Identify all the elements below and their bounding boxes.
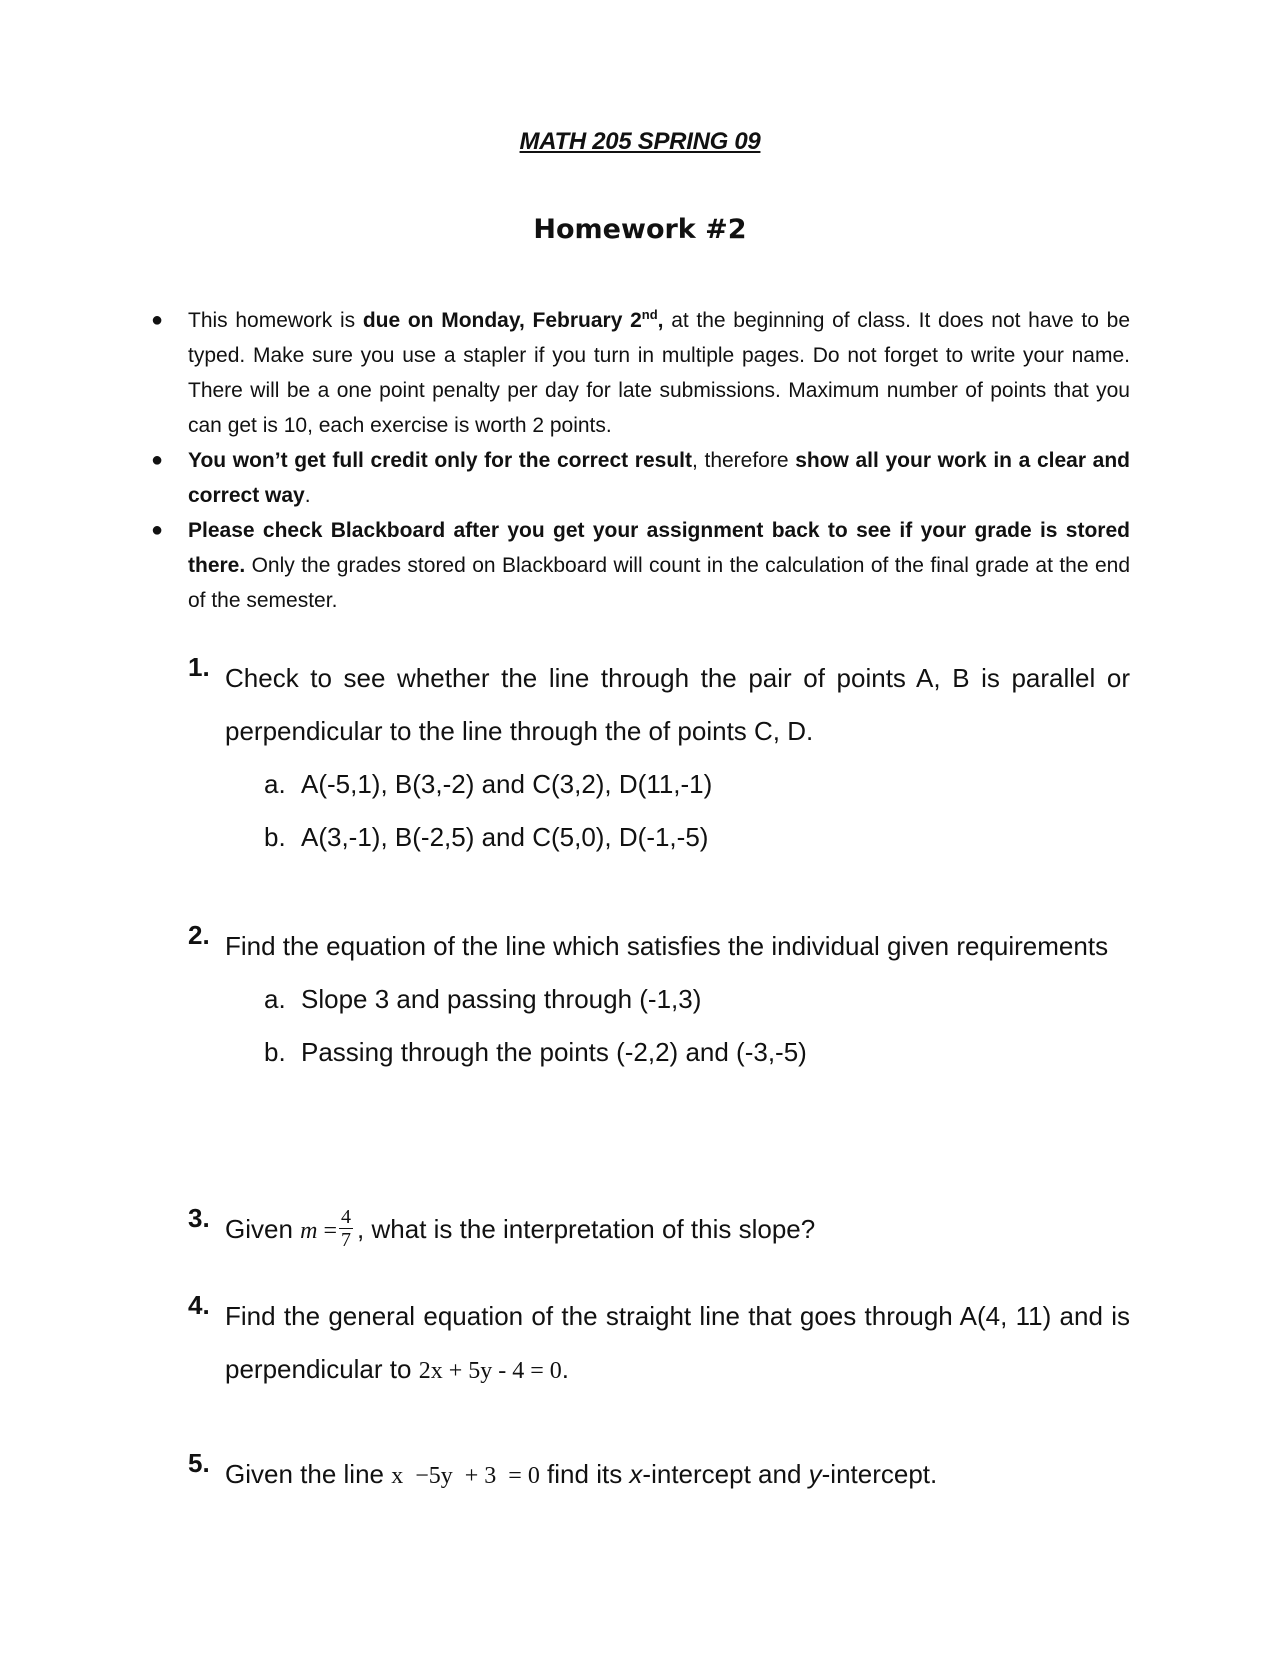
part-text: A(-5,1), B(3,-2) and C(3,2), D(11,-1)	[301, 769, 713, 799]
problem-5	[188, 1448, 1130, 1503]
problem-text-post: , what is the interpretation of this slope?	[357, 1214, 816, 1244]
instruction-item	[151, 513, 1130, 618]
bullet-icon: ●	[151, 449, 164, 471]
due-date: due on Monday, February 2	[362, 309, 642, 332]
instruction-item	[151, 443, 1130, 513]
problem-number: 3.	[188, 1203, 210, 1233]
instruction-text: , therefore	[692, 449, 796, 472]
line-equation: 2x + 5y - 4 = 0	[418, 1358, 562, 1384]
x-variable: x	[629, 1459, 643, 1489]
instruction-item	[151, 303, 1130, 443]
part-letter: b.	[264, 1037, 286, 1067]
part-letter: a.	[264, 984, 286, 1014]
slope-fraction	[339, 1206, 353, 1251]
problem-text: Check to see whether the line through the pair of points A, B is parallel or perpendicular to the line through the of points C, D.	[225, 663, 1130, 746]
part-letter: a.	[264, 769, 286, 799]
problem-number: 4.	[188, 1290, 210, 1320]
part-text: Slope 3 and passing through (-1,3)	[301, 984, 702, 1014]
problem-part	[264, 811, 1130, 864]
problem-part	[264, 758, 1130, 811]
bullet-icon: ●	[151, 309, 164, 331]
problem-4	[188, 1290, 1130, 1398]
problem-part	[264, 973, 1130, 1026]
due-date-comma: ,	[657, 309, 664, 332]
instruction-text: at the beginning of class. It does not have to be typed. Make sure you use a stapler if you turn in multiple pages. Do not forget to write your name. There will be a one point penalty per day for late submissions. Maximum number of points that you can get is 10, each exercise is worth 2 points.	[188, 309, 1130, 437]
course-heading: MATH 205 SPRING 09	[519, 128, 761, 155]
problem-3	[188, 1203, 1130, 1258]
fraction-denominator: 7	[341, 1228, 352, 1251]
slope-variable: m =	[300, 1218, 338, 1244]
part-text: A(3,-1), B(-2,5) and C(5,0), D(-1,-5)	[301, 822, 709, 852]
problem-text-end: .	[561, 1354, 569, 1384]
homework-title: Homework #2	[533, 214, 747, 245]
problem-text	[225, 1448, 1130, 1503]
line-equation: x −5y + 3 = 0	[391, 1463, 540, 1489]
part-letter: b.	[264, 822, 286, 852]
problem-number: 2.	[188, 920, 210, 950]
fraction-numerator: 4	[341, 1205, 352, 1228]
bullet-icon: ●	[151, 519, 164, 541]
problem-number: 5.	[188, 1448, 210, 1478]
problem-text-body: Find the general equation of the straight line that goes through A(4, 11) and is perpendicular to	[225, 1301, 1130, 1384]
credit-warning: You won’t get full credit only for the correct result	[188, 449, 692, 472]
problem-2	[188, 920, 1130, 1079]
problem-text-mid2: -intercept and	[642, 1459, 809, 1489]
blackboard-note: Please check Blackboard after you get your assignment back to see if your grade is stored there.	[188, 519, 1130, 577]
part-text: Passing through the points (-2,2) and (-3,-5)	[301, 1037, 807, 1067]
problem-text-mid: find its	[539, 1459, 630, 1489]
instruction-text: .	[304, 484, 311, 507]
problem-1	[188, 652, 1130, 864]
problem-text	[225, 1203, 1130, 1258]
problem-text-end: -intercept.	[821, 1459, 938, 1489]
problem-text	[225, 1290, 1130, 1398]
instructions-list	[151, 303, 1130, 618]
ordinal-suffix: nd	[641, 307, 658, 322]
problem-text: Find the equation of the line which satisfies the individual given requirements	[225, 931, 1109, 961]
instruction-text: This homework is	[188, 309, 363, 332]
problem-text-pre: Given	[225, 1214, 301, 1244]
show-work-note: show all your work in a clear and correct way	[188, 449, 1130, 507]
problem-number: 1.	[188, 652, 210, 682]
instruction-text: Only the grades stored on Blackboard will count in the calculation of the final grade at the end of the semester.	[188, 554, 1130, 612]
y-variable: y	[808, 1459, 822, 1489]
problem-part	[264, 1026, 1130, 1079]
problem-text-pre: Given the line	[225, 1459, 392, 1489]
